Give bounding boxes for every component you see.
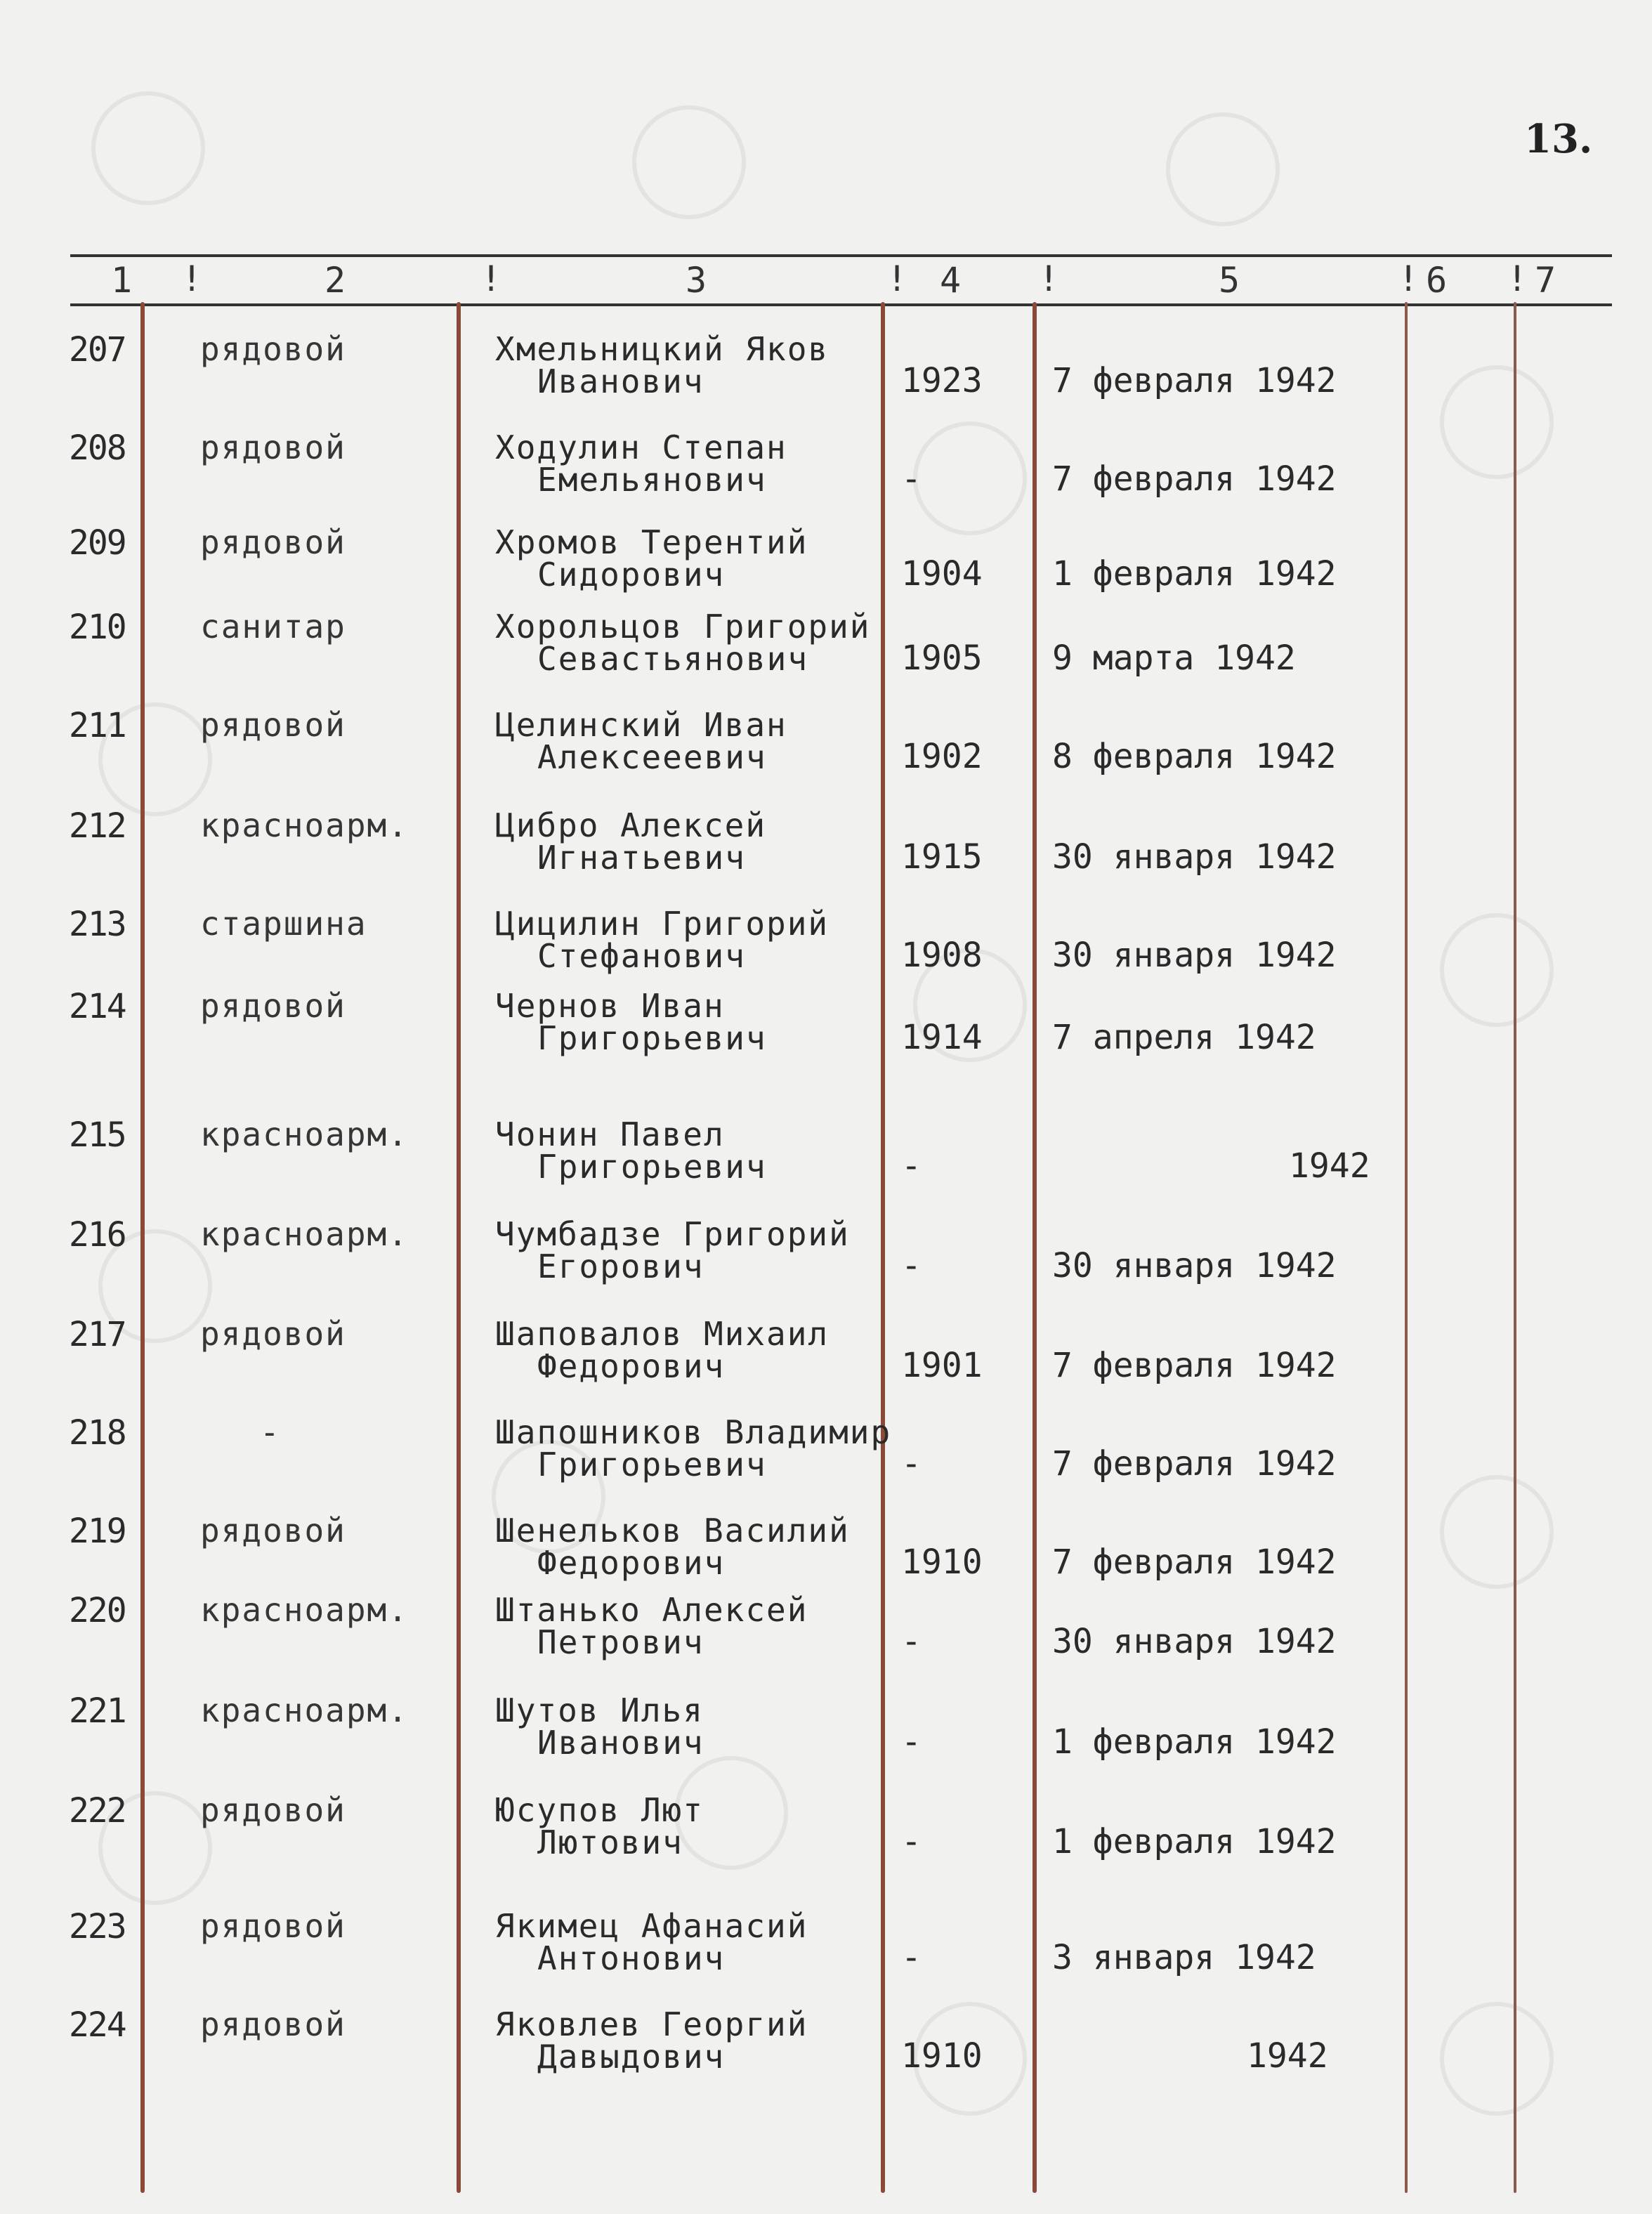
watermark-stamp bbox=[1145, 91, 1300, 247]
birth-year: 1902 bbox=[901, 737, 983, 776]
watermark-stamp bbox=[611, 84, 766, 240]
patronymic: Антонович bbox=[537, 1939, 726, 1977]
column-header-7: 7 bbox=[1535, 260, 1556, 301]
surname-name: Чонин Павел bbox=[495, 1115, 725, 1153]
patronymic: Иванович bbox=[537, 1724, 704, 1762]
rank: рядовой bbox=[200, 1907, 346, 1945]
birth-year: - bbox=[901, 1444, 922, 1483]
row-number: 222 bbox=[69, 1791, 126, 1830]
birth-year: - bbox=[901, 1822, 922, 1861]
row-number: 215 bbox=[69, 1115, 126, 1155]
table-row bbox=[0, 1315, 1652, 1413]
row-number: 223 bbox=[69, 1907, 126, 1946]
rank: санитар bbox=[200, 608, 346, 646]
column-header-6: 6 bbox=[1426, 260, 1448, 301]
surname-name: Целинский Иван bbox=[495, 706, 787, 744]
rank: рядовой bbox=[200, 330, 346, 368]
column-header-5: 5 bbox=[1219, 260, 1240, 301]
surname-name: Цицилин Григорий bbox=[495, 905, 830, 943]
header-separator: ! bbox=[1038, 258, 1060, 299]
surname-name: Ходулин Степан bbox=[495, 428, 787, 466]
row-number: 209 bbox=[69, 523, 126, 563]
date: 7 февраля 1942 bbox=[1052, 459, 1337, 499]
row-number: 207 bbox=[69, 330, 126, 369]
date: 7 февраля 1942 bbox=[1052, 1346, 1337, 1385]
rank: красноарм. bbox=[200, 1691, 409, 1729]
surname-name: Цибро Алексей bbox=[495, 806, 767, 844]
header-separator: ! bbox=[886, 258, 908, 299]
row-number: 224 bbox=[69, 2005, 126, 2045]
rank: рядовой bbox=[200, 1315, 346, 1353]
patronymic: Федорович bbox=[537, 1347, 726, 1385]
rank: рядовой bbox=[200, 2005, 346, 2043]
date: 1942 bbox=[1247, 2036, 1328, 2076]
header-separator: ! bbox=[1398, 258, 1420, 299]
date: 1 февраля 1942 bbox=[1052, 1722, 1337, 1762]
table-row bbox=[0, 1215, 1652, 1314]
date: 1942 bbox=[1289, 1146, 1370, 1186]
table-row bbox=[0, 1115, 1652, 1214]
rank: рядовой bbox=[200, 428, 346, 466]
column-header-2: 2 bbox=[324, 260, 346, 301]
birth-year: - bbox=[901, 1938, 922, 1977]
table-row bbox=[0, 608, 1652, 706]
row-number: 212 bbox=[69, 806, 126, 846]
patronymic: Давыдович bbox=[537, 2038, 726, 2076]
table-row bbox=[0, 706, 1652, 804]
table-row bbox=[0, 1413, 1652, 1512]
table-row bbox=[0, 987, 1652, 1085]
surname-name: Штанько Алексей bbox=[495, 1591, 808, 1629]
row-number: 216 bbox=[69, 1215, 126, 1255]
date: 1 февраля 1942 bbox=[1052, 1822, 1337, 1861]
rank: рядовой bbox=[200, 1791, 346, 1829]
patronymic: Игнатьевич bbox=[537, 839, 746, 877]
table-row bbox=[0, 1591, 1652, 1689]
birth-year: 1905 bbox=[901, 638, 983, 678]
table-row bbox=[0, 2005, 1652, 2104]
birth-year: 1901 bbox=[901, 1346, 983, 1385]
date: 8 февраля 1942 bbox=[1052, 737, 1337, 776]
birth-year: 1923 bbox=[901, 361, 983, 400]
patronymic: Алексееевич bbox=[537, 738, 767, 776]
table-row bbox=[0, 523, 1652, 622]
row-number: 221 bbox=[69, 1691, 126, 1731]
column-header-3: 3 bbox=[686, 260, 707, 301]
rank: рядовой bbox=[200, 523, 346, 561]
watermark-stamp bbox=[70, 70, 225, 225]
patronymic: Иванович bbox=[537, 362, 704, 400]
birth-year: - bbox=[901, 459, 922, 499]
row-number: 210 bbox=[69, 608, 126, 647]
header-separator: ! bbox=[181, 258, 203, 299]
row-number: 213 bbox=[69, 905, 126, 944]
surname-name: Шапошников Владимир bbox=[495, 1413, 892, 1451]
surname-name: Хорольцов Григорий bbox=[495, 608, 871, 646]
surname-name: Хромов Терентий bbox=[495, 523, 808, 561]
table-row bbox=[0, 1691, 1652, 1790]
column-header-4: 4 bbox=[940, 260, 962, 301]
date: 30 января 1942 bbox=[1052, 1622, 1337, 1661]
surname-name: Чернов Иван bbox=[495, 987, 725, 1025]
surname-name: Юсупов Лют bbox=[495, 1791, 704, 1829]
date: 3 января 1942 bbox=[1052, 1938, 1316, 1977]
header-top-rule bbox=[70, 254, 1612, 257]
rank: красноарм. bbox=[200, 1591, 409, 1629]
birth-year: - bbox=[901, 1146, 922, 1186]
birth-year: 1914 bbox=[901, 1018, 983, 1057]
row-number: 217 bbox=[69, 1315, 126, 1354]
table-row bbox=[0, 806, 1652, 905]
surname-name: Хмельницкий Яков bbox=[495, 330, 830, 368]
row-number: 219 bbox=[69, 1512, 126, 1551]
birth-year: 1908 bbox=[901, 936, 983, 975]
patronymic: Емельянович bbox=[537, 461, 767, 499]
surname-name: Шенельков Василий bbox=[495, 1512, 850, 1550]
header-separator: ! bbox=[480, 258, 502, 299]
table-row bbox=[0, 1907, 1652, 2005]
patronymic: Лютович bbox=[537, 1823, 683, 1861]
rank: старшина bbox=[200, 905, 367, 943]
surname-name: Яковлев Георгий bbox=[495, 2005, 808, 2043]
date: 7 февраля 1942 bbox=[1052, 1542, 1337, 1582]
date: 7 февраля 1942 bbox=[1052, 361, 1337, 400]
date: 9 марта 1942 bbox=[1052, 638, 1296, 678]
patronymic: Сидорович bbox=[537, 556, 726, 594]
rank: рядовой bbox=[200, 987, 346, 1025]
date: 1 февраля 1942 bbox=[1052, 554, 1337, 594]
patronymic: Стефанович bbox=[537, 937, 746, 975]
row-number: 211 bbox=[69, 706, 126, 745]
header-separator: ! bbox=[1507, 258, 1528, 299]
birth-year: - bbox=[901, 1722, 922, 1762]
birth-year: - bbox=[901, 1246, 922, 1285]
table-row bbox=[0, 1791, 1652, 1889]
date: 30 января 1942 bbox=[1052, 837, 1337, 877]
rank: рядовой bbox=[200, 1512, 346, 1550]
rank: красноарм. bbox=[200, 806, 409, 844]
table-row bbox=[0, 428, 1652, 527]
patronymic: Григорьевич bbox=[537, 1446, 767, 1483]
birth-year: 1910 bbox=[901, 1542, 983, 1582]
birth-year: - bbox=[901, 1622, 922, 1661]
birth-year: 1910 bbox=[901, 2036, 983, 2076]
rank: красноарм. bbox=[200, 1115, 409, 1153]
header-bottom-rule bbox=[70, 303, 1612, 306]
birth-year: 1904 bbox=[901, 554, 983, 594]
patronymic: Григорьевич bbox=[537, 1019, 767, 1057]
table-row bbox=[0, 330, 1652, 428]
rank: рядовой bbox=[200, 706, 346, 744]
row-number: 218 bbox=[69, 1413, 126, 1453]
surname-name: Якимец Афанасий bbox=[495, 1907, 808, 1945]
patronymic: Григорьевич bbox=[537, 1148, 767, 1186]
date: 7 февраля 1942 bbox=[1052, 1444, 1337, 1483]
patronymic: Севастьянович bbox=[537, 640, 809, 678]
patronymic: Петрович bbox=[537, 1623, 704, 1661]
date: 7 апреля 1942 bbox=[1052, 1018, 1316, 1057]
row-number: 214 bbox=[69, 987, 126, 1026]
column-header-1: 1 bbox=[111, 260, 133, 301]
date: 30 января 1942 bbox=[1052, 1246, 1337, 1285]
row-number: 220 bbox=[69, 1591, 126, 1630]
rank: красноарм. bbox=[200, 1215, 409, 1253]
row-number: 208 bbox=[69, 428, 126, 468]
surname-name: Чумбадзе Григорий bbox=[495, 1215, 850, 1253]
rank: - bbox=[260, 1413, 281, 1451]
surname-name: Шаповалов Михаил bbox=[495, 1315, 830, 1353]
surname-name: Шутов Илья bbox=[495, 1691, 704, 1729]
birth-year: 1915 bbox=[901, 837, 983, 877]
page-number: 13. bbox=[1524, 116, 1593, 162]
patronymic: Егорович bbox=[537, 1247, 704, 1285]
date: 30 января 1942 bbox=[1052, 936, 1337, 975]
patronymic: Федорович bbox=[537, 1544, 726, 1582]
